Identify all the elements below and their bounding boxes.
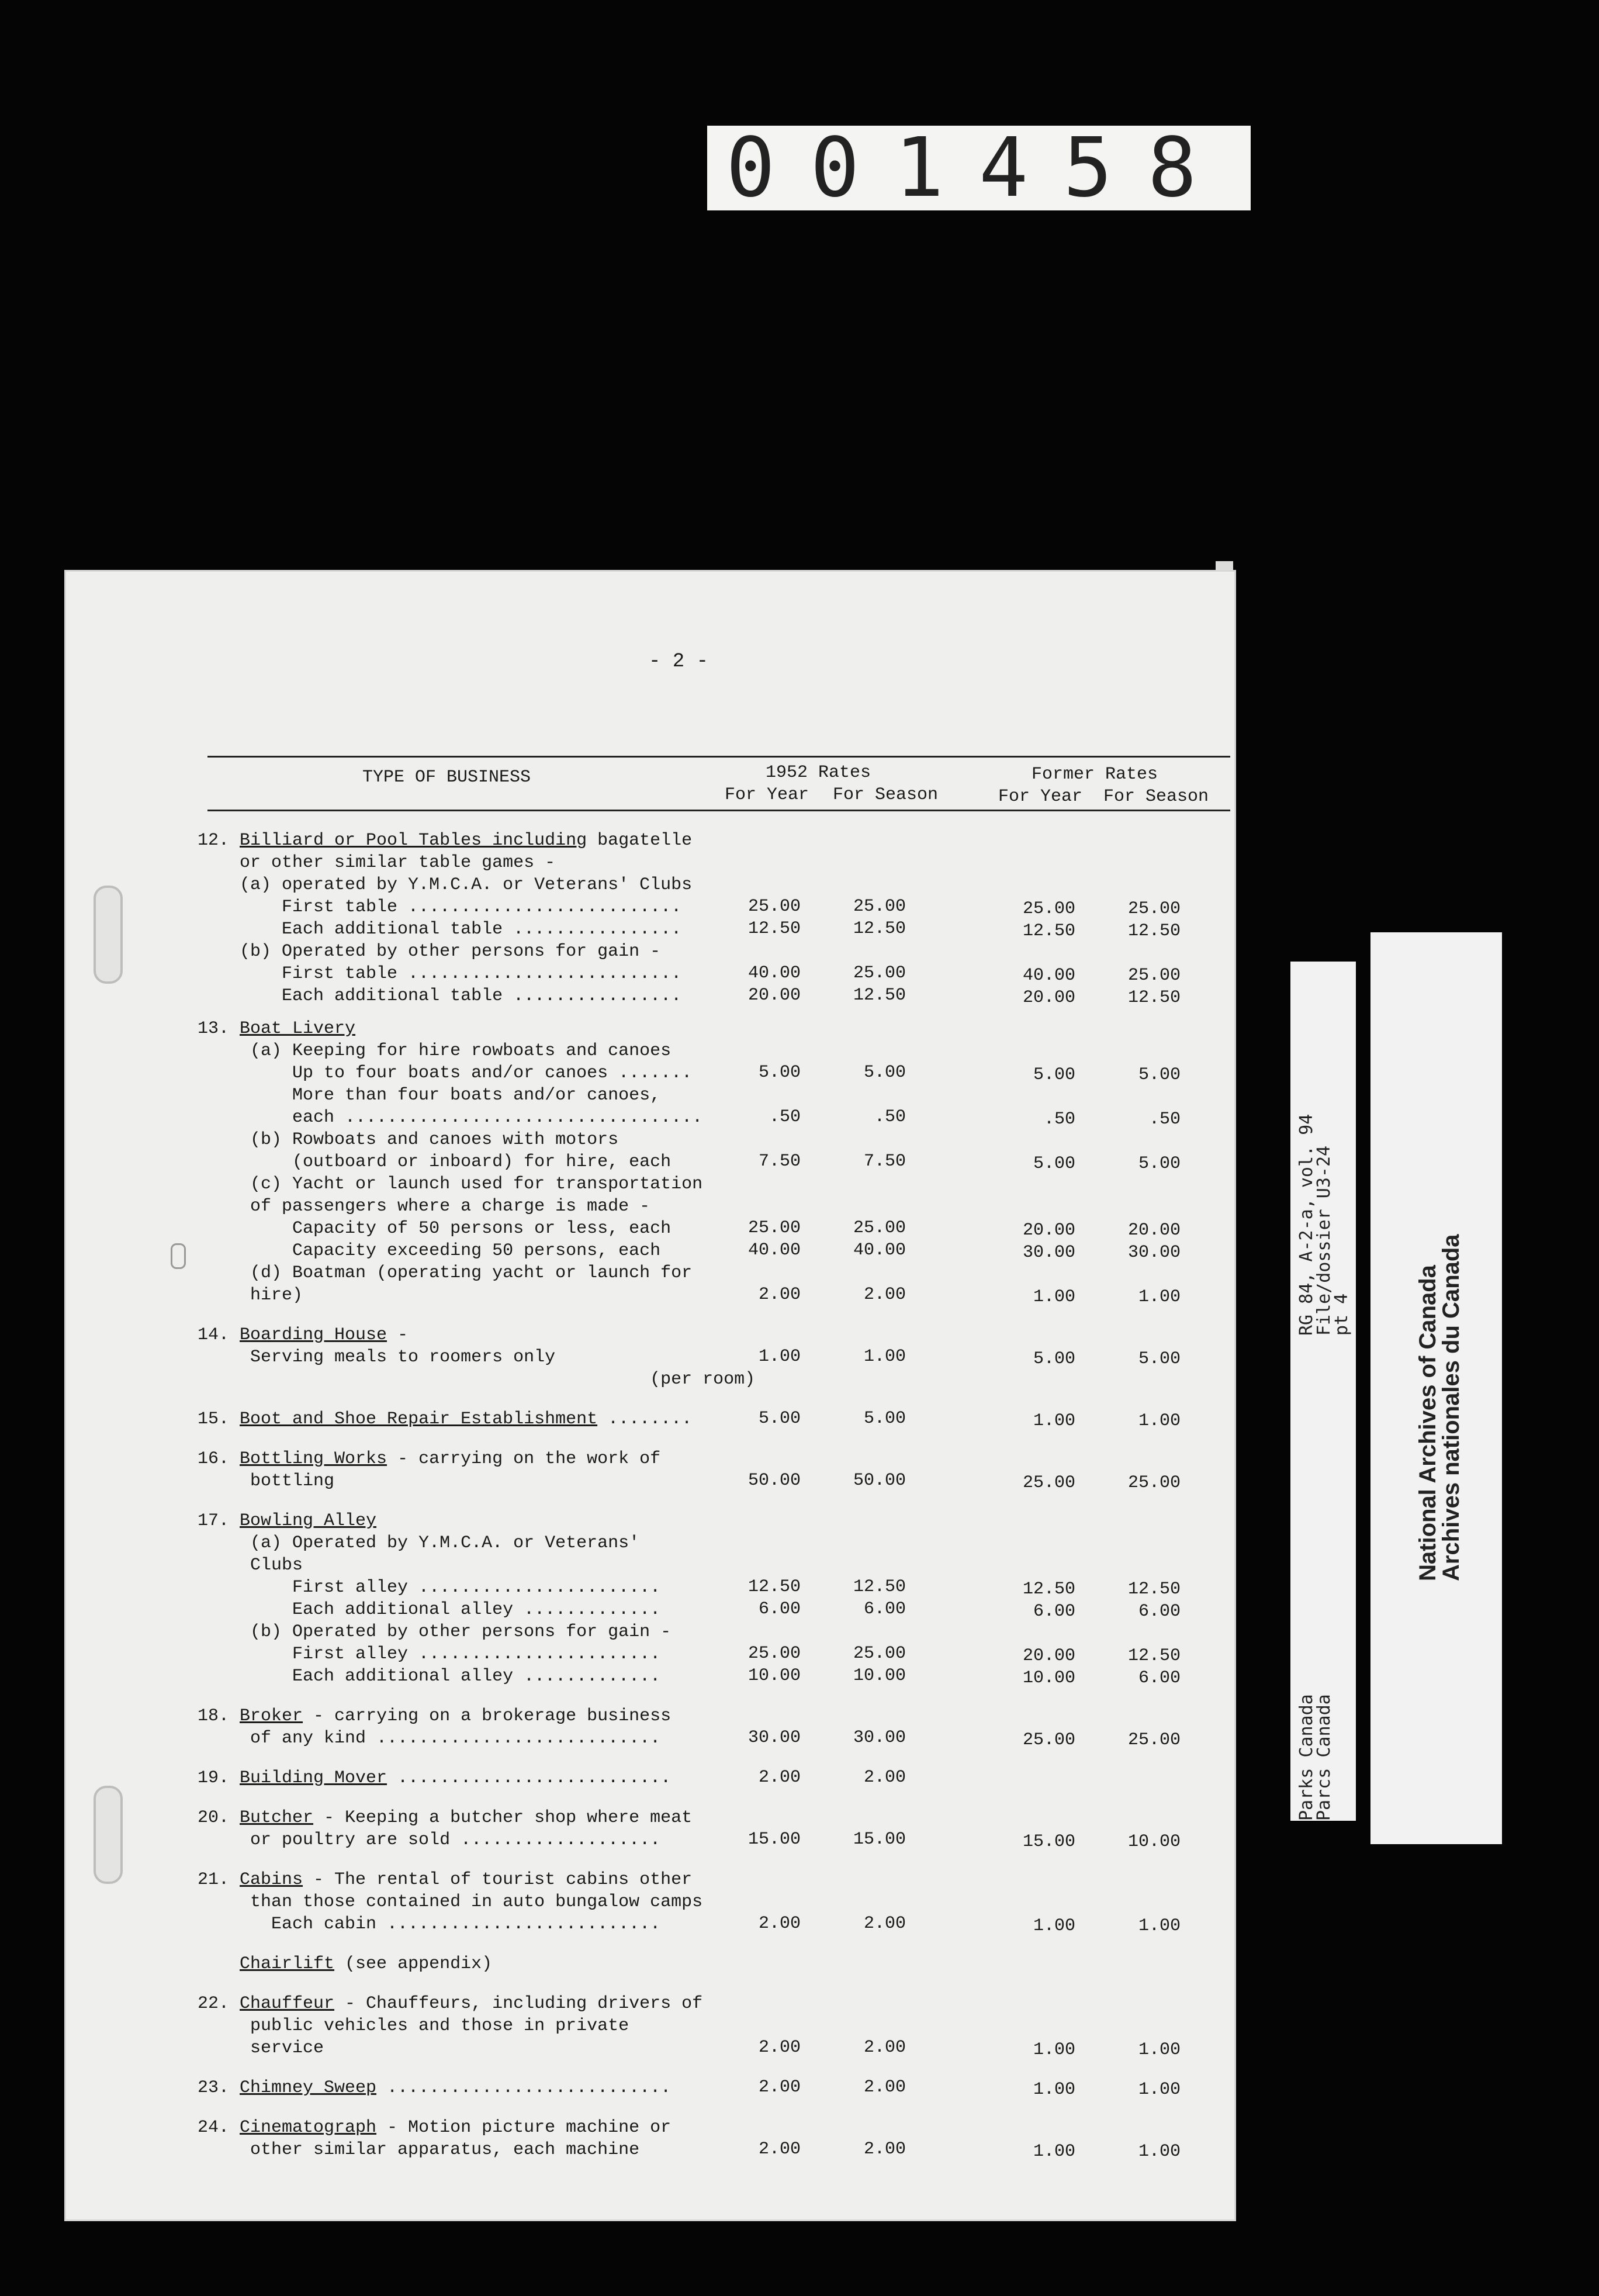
paper-clip-icon [171,1243,186,1269]
rate-former-year: 5.00 [1033,1154,1075,1174]
table-row-label: of passengers where a charge is made - [198,1197,650,1216]
rate-1952-year: 40.00 [747,1240,801,1260]
business-type-name: Building Mover [240,1768,387,1788]
rate-1952-year: 7.50 [758,1152,801,1171]
binder-hole-icon [94,886,123,984]
rate-former-year: 6.00 [1033,1602,1075,1621]
header-former-for-season: For Season [1103,787,1209,807]
rate-1952-season: 1.00 [863,1347,906,1367]
rate-1952-year: 2.00 [758,1285,801,1305]
business-type-name: Bowling Alley [240,1511,377,1531]
table-row-label: (a) operated by Y.M.C.A. or Veterans' Clubs [198,875,693,895]
rate-former-year: 40.00 [1022,966,1075,986]
rate-former-year: 1.00 [1033,2080,1075,2100]
table-row-label: 24. Cinematograph - Motion picture machine or [198,2118,672,2138]
business-type-name: Chauffeur [240,1994,335,2014]
rate-1952-year: 2.00 [758,2038,801,2058]
binder-hole-icon [94,1786,123,1884]
rate-1952-year: 5.00 [758,1409,801,1429]
table-row-label: (b) Operated by other persons for gain - [198,1622,672,1642]
archives-stamp-line-1: National Archives of Canada [1415,1265,1441,1581]
rate-1952-season: 10.00 [853,1666,906,1686]
business-type-name: Chimney Sweep [240,2078,377,2098]
table-row-label: (d) Boatman (operating yacht or launch for [198,1263,693,1283]
rate-1952-season: 5.00 [863,1063,906,1083]
rate-former-season: 5.00 [1138,1065,1181,1085]
table-row-label: 15. Boot and Shoe Repair Establishment ........ [198,1409,693,1429]
rate-former-season: 1.00 [1138,1411,1181,1431]
table-row-label: (c) Yacht or launch used for transportation [198,1174,703,1194]
rate-1952-year: 2.00 [758,2077,801,2097]
rate-1952-year: 2.00 [758,1768,801,1787]
document-page [64,570,1236,2221]
table-row-label: Each cabin .......................... [198,1914,661,1934]
rate-1952-year: 12.50 [747,919,801,939]
header-1952-for-season: For Season [833,785,939,805]
table-row-label: Chairlift (see appendix) [240,1954,493,1974]
business-type-name: Cinematograph [240,2118,377,2138]
rate-1952-season: 2.00 [863,2038,906,2058]
rate-former-season: 1.00 [1138,2080,1181,2100]
rate-former-season: 10.00 [1127,1832,1181,1852]
rate-former-season: 6.00 [1138,1668,1181,1688]
table-row-label: each .................................. [198,1108,703,1128]
table-row-label: First table .......................... [198,964,682,984]
rate-former-year: 20.00 [1022,1220,1075,1240]
table-row-label: than those contained in auto bungalow camps [198,1892,703,1912]
reference-line-5: Parcs Canada [1314,1694,1334,1821]
table-row-label: First alley ....................... [198,1644,661,1664]
rate-former-season: 12.50 [1127,988,1181,1008]
table-row-label: 21. Cabins - The rental of tourist cabins other [198,1870,693,1890]
rate-1952-season: 12.50 [853,919,906,939]
rate-1952-season: 7.50 [863,1152,906,1171]
table-row-label: More than four boats and/or canoes, [198,1085,661,1105]
table-row-label: 22. Chauffeur - Chauffeurs, including drivers of [198,1994,703,2014]
rate-former-year: 15.00 [1022,1832,1075,1852]
rate-former-year: 20.00 [1022,988,1075,1008]
rate-1952-year: 50.00 [747,1471,801,1491]
table-row-label: 12. Billiard or Pool Tables including bagatelle [198,831,693,850]
business-type-name: Boot and Shoe Repair Establishment [240,1409,598,1429]
rate-former-season: 1.00 [1138,2040,1181,2060]
business-type-name: Boat Livery [240,1019,356,1039]
header-bottom-rule [207,810,1230,811]
rate-1952-year: 6.00 [758,1599,801,1619]
rate-former-season: 12.50 [1127,921,1181,941]
table-row-label: service [198,2038,324,2058]
rate-former-year: 1.00 [1033,1287,1075,1307]
table-row-label: First table .......................... [198,897,682,917]
rate-former-year: 1.00 [1033,1411,1075,1431]
rate-1952-season: 25.00 [853,1218,906,1238]
table-row-label: 20. Butcher - Keeping a butcher shop where meat [198,1808,693,1828]
rate-former-season: 30.00 [1127,1243,1181,1263]
rate-former-season: 25.00 [1127,966,1181,986]
rate-former-year: 5.00 [1033,1349,1075,1369]
rate-1952-year: 25.00 [747,1644,801,1664]
table-row-label: Each additional table ................ [198,919,682,939]
rate-1952-season: 40.00 [853,1240,906,1260]
business-type-name: Butcher [240,1808,314,1828]
header-top-rule [207,756,1230,758]
rate-former-season: 1.00 [1138,2142,1181,2162]
rate-1952-year: 25.00 [747,1218,801,1238]
rate-former-year: 10.00 [1022,1668,1075,1688]
header-1952-for-year: For Year [725,785,809,805]
business-type-name: Broker [240,1706,303,1726]
rate-1952-season: 2.00 [863,1914,906,1934]
rate-1952-year: 12.50 [747,1577,801,1597]
table-row-label: Clubs [198,1555,303,1575]
business-type-name: Boarding House [240,1325,387,1345]
rate-1952-season: 30.00 [853,1728,906,1748]
archive-reference-label [1290,962,1356,1821]
table-row-label: public vehicles and those in private [198,2016,629,2036]
rate-former-season: 5.00 [1138,1154,1181,1174]
table-row-label: (a) Operated by Y.M.C.A. or Veterans' [198,1533,640,1553]
rate-1952-season: 12.50 [853,986,906,1005]
table-row-label: Capacity exceeding 50 persons, each [198,1241,661,1261]
rate-former-year: 20.00 [1022,1646,1075,1666]
table-row-label: bottling [198,1471,335,1491]
table-row-label: (b) Rowboats and canoes with motors [198,1130,619,1150]
rate-former-year: 30.00 [1022,1243,1075,1263]
frame-number: 001458 [707,126,1251,210]
rate-former-season: 25.00 [1127,1730,1181,1750]
table-row-label: Up to four boats and/or canoes ....... [198,1063,693,1083]
rate-former-year: 25.00 [1022,899,1075,919]
rate-former-year: 12.50 [1022,921,1075,941]
table-row-label: or poultry are sold ................... [198,1830,661,1850]
table-row-label: Capacity of 50 persons or less, each [198,1219,672,1239]
rate-former-year: 12.50 [1022,1579,1075,1599]
header-former-for-year: For Year [998,787,1083,807]
rate-former-season: 12.50 [1127,1646,1181,1666]
table-row-label: 23. Chimney Sweep ........................... [198,2078,672,2098]
rate-1952-year: 20.00 [747,986,801,1005]
header-type-of-business: TYPE OF BUSINESS [362,767,531,787]
rate-former-season: .50 [1148,1109,1181,1129]
rate-1952-year: 15.00 [747,1830,801,1849]
table-row-label: (per room) [198,1370,756,1389]
table-row-label: 17. Bowling Alley [198,1511,377,1531]
table-row-label: 18. Broker - carrying on a brokerage business [198,1706,672,1726]
rate-former-season: 1.00 [1138,1916,1181,1936]
archives-stamp-line-2: Archives nationales du Canada [1438,1234,1464,1581]
table-row-label: of any kind ........................... [198,1728,661,1748]
rate-former-year: 25.00 [1022,1473,1075,1493]
rate-former-season: 6.00 [1138,1602,1181,1621]
rate-1952-season: 6.00 [863,1599,906,1619]
table-row-label: other similar apparatus, each machine [198,2140,640,2160]
rate-1952-year: 2.00 [758,2139,801,2159]
rate-former-year: 1.00 [1033,2142,1075,2162]
table-row-label: Each additional alley ............. [198,1666,661,1686]
table-row-label: (b) Operated by other persons for gain - [198,942,661,962]
table-row-label: 16. Bottling Works - carrying on the work of [198,1449,661,1469]
reference-line-4: Parks Canada [1296,1694,1317,1821]
rate-1952-season: 25.00 [853,963,906,983]
table-row-label: or other similar table games - [198,853,556,873]
page-number: - 2 - [649,651,709,673]
rate-1952-year: 25.00 [747,897,801,917]
table-row-label: 13. Boat Livery [198,1019,356,1039]
rate-1952-year: 5.00 [758,1063,801,1083]
rate-former-season: 1.00 [1138,1287,1181,1307]
rate-1952-year: 10.00 [747,1666,801,1686]
rate-former-year: 25.00 [1022,1730,1075,1750]
table-row-label: 19. Building Mover .......................... [198,1768,672,1788]
business-type-name: Bottling Works [240,1449,387,1469]
rate-1952-season: 2.00 [863,2077,906,2097]
header-former-rates: Former Rates [1032,765,1158,784]
rate-former-season: 25.00 [1127,899,1181,919]
business-type-name: Chairlift [240,1954,335,1974]
table-row-label: Serving meals to roomers only [198,1347,556,1367]
rate-1952-season: 50.00 [853,1471,906,1491]
table-row-label: First alley ....................... [198,1578,661,1597]
table-row-label: Each additional table ................ [198,986,682,1006]
header-1952-rates: 1952 Rates [766,763,871,783]
table-row-label: (outboard or inboard) for hire, each [198,1152,672,1172]
business-type-name: Cabins [240,1870,303,1890]
table-row-label: 14. Boarding House - [198,1325,409,1345]
reference-line-3: pt 4 [1331,1293,1352,1336]
archives-stamp [1370,932,1502,1844]
table-row-label: (a) Keeping for hire rowboats and canoes [198,1041,672,1061]
rate-1952-season: 2.00 [863,1768,906,1787]
rate-1952-year: 1.00 [758,1347,801,1367]
rate-1952-season: 25.00 [853,897,906,917]
rate-1952-year: 40.00 [747,963,801,983]
rate-1952-year: 2.00 [758,1914,801,1934]
rate-1952-season: 2.00 [863,2139,906,2159]
rate-1952-season: 25.00 [853,1644,906,1664]
rate-former-season: 12.50 [1127,1579,1181,1599]
reference-line-2: File/dossier U3-24 [1314,1145,1334,1336]
table-row-label: hire) [198,1285,303,1305]
rate-former-year: 5.00 [1033,1065,1075,1085]
rate-1952-season: 5.00 [863,1409,906,1429]
rate-1952-season: 12.50 [853,1577,906,1597]
rate-1952-season: 15.00 [853,1830,906,1849]
rate-1952-season: 2.00 [863,1285,906,1305]
business-type-name: Billiard or Pool Tables including [240,831,587,850]
rate-former-season: 5.00 [1138,1349,1181,1369]
table-row-label: Each additional alley ............. [198,1600,661,1620]
rate-former-year: 1.00 [1033,2040,1075,2060]
rate-1952-season: .50 [874,1107,906,1127]
rate-former-season: 25.00 [1127,1473,1181,1493]
reference-line-1: RG 84, A-2-a, vol. 94 [1296,1114,1317,1336]
rate-1952-year: .50 [769,1107,801,1127]
rate-former-year: .50 [1043,1109,1075,1129]
rate-former-season: 20.00 [1127,1220,1181,1240]
rate-former-year: 1.00 [1033,1916,1075,1936]
rate-1952-year: 30.00 [747,1728,801,1748]
